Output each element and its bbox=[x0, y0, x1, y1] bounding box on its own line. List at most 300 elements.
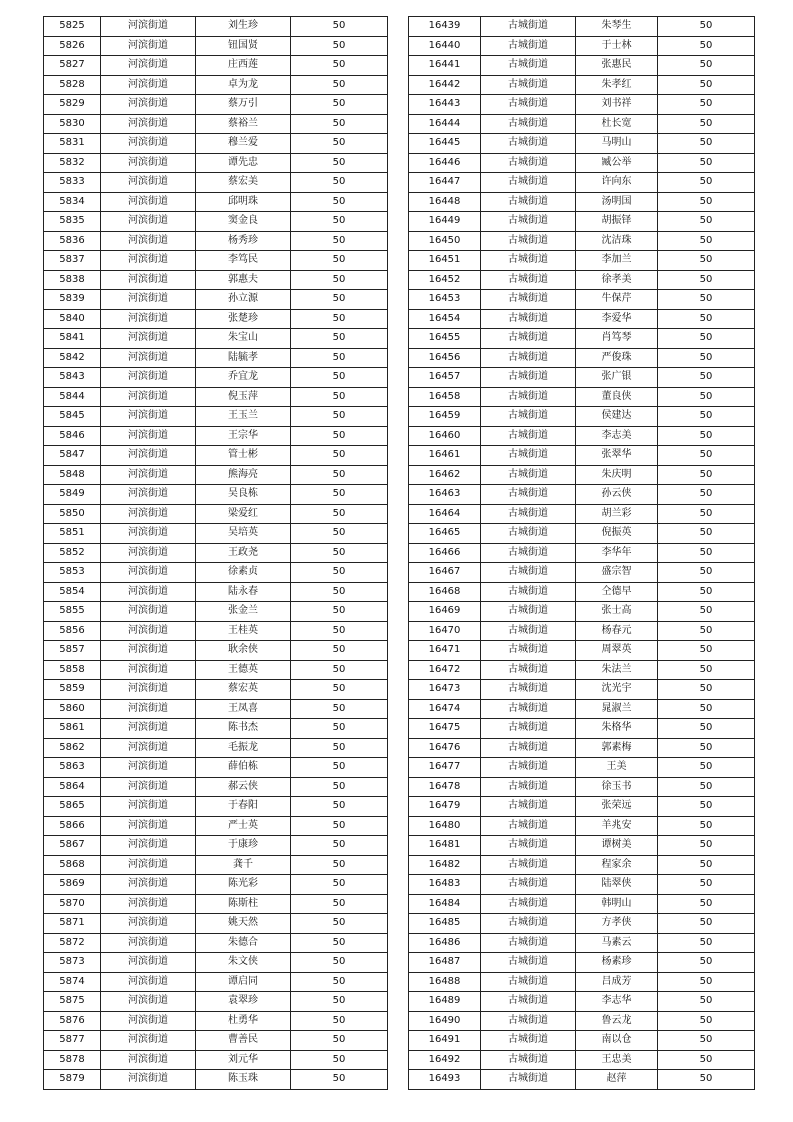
name-cell: 郭素梅 bbox=[576, 738, 658, 758]
amount-cell: 50 bbox=[291, 777, 388, 797]
amount-cell: 50 bbox=[291, 641, 388, 661]
street-cell: 河滨街道 bbox=[101, 504, 196, 524]
street-cell: 古城街道 bbox=[481, 660, 576, 680]
table-row bbox=[409, 1070, 755, 1090]
name-cell: 王宗华 bbox=[196, 426, 291, 446]
name-cell: 陈光彩 bbox=[196, 875, 291, 895]
row-number-cell: 16454 bbox=[409, 309, 481, 329]
name-cell: 仝德早 bbox=[576, 582, 658, 602]
table-row bbox=[409, 56, 755, 76]
table-row bbox=[409, 485, 755, 505]
table-row bbox=[409, 114, 755, 134]
name-cell: 朱宝山 bbox=[196, 329, 291, 349]
name-cell: 郝云侠 bbox=[196, 777, 291, 797]
amount-cell: 50 bbox=[658, 387, 755, 407]
name-cell: 毛振龙 bbox=[196, 738, 291, 758]
row-number-cell: 16461 bbox=[409, 446, 481, 466]
name-cell: 庄西莲 bbox=[196, 56, 291, 76]
row-number-cell: 5879 bbox=[44, 1070, 101, 1090]
name-cell: 许向东 bbox=[576, 173, 658, 193]
street-cell: 河滨街道 bbox=[101, 797, 196, 817]
street-cell: 河滨街道 bbox=[101, 446, 196, 466]
street-cell: 古城街道 bbox=[481, 36, 576, 56]
amount-cell: 50 bbox=[658, 290, 755, 310]
street-cell: 河滨街道 bbox=[101, 1070, 196, 1090]
row-number-cell: 5875 bbox=[44, 992, 101, 1012]
street-cell: 河滨街道 bbox=[101, 816, 196, 836]
amount-cell: 50 bbox=[658, 173, 755, 193]
amount-cell: 50 bbox=[291, 1070, 388, 1090]
table-row bbox=[44, 719, 388, 739]
name-cell: 张惠民 bbox=[576, 56, 658, 76]
row-number-cell: 16464 bbox=[409, 504, 481, 524]
street-cell: 河滨街道 bbox=[101, 1050, 196, 1070]
row-number-cell: 16452 bbox=[409, 270, 481, 290]
name-cell: 钮国贤 bbox=[196, 36, 291, 56]
row-number-cell: 16467 bbox=[409, 563, 481, 583]
amount-cell: 50 bbox=[658, 153, 755, 173]
table-row bbox=[44, 251, 388, 271]
name-cell: 张广银 bbox=[576, 368, 658, 388]
table-row bbox=[409, 719, 755, 739]
amount-cell: 50 bbox=[658, 192, 755, 212]
amount-cell: 50 bbox=[658, 933, 755, 953]
street-cell: 河滨街道 bbox=[101, 465, 196, 485]
table-row bbox=[409, 894, 755, 914]
row-number-cell: 5836 bbox=[44, 231, 101, 251]
name-cell: 龚千 bbox=[196, 855, 291, 875]
street-cell: 河滨街道 bbox=[101, 1031, 196, 1051]
street-cell: 河滨街道 bbox=[101, 894, 196, 914]
street-cell: 河滨街道 bbox=[101, 114, 196, 134]
left-roster-body bbox=[44, 17, 388, 1090]
table-row bbox=[409, 816, 755, 836]
amount-cell: 50 bbox=[658, 1011, 755, 1031]
name-cell: 陆毓孝 bbox=[196, 348, 291, 368]
name-cell: 刘生珍 bbox=[196, 17, 291, 37]
amount-cell: 50 bbox=[291, 680, 388, 700]
name-cell: 张楚珍 bbox=[196, 309, 291, 329]
table-row bbox=[44, 641, 388, 661]
table-row bbox=[409, 680, 755, 700]
name-cell: 陆翠侠 bbox=[576, 875, 658, 895]
name-cell: 徐玉书 bbox=[576, 777, 658, 797]
amount-cell: 50 bbox=[291, 309, 388, 329]
street-cell: 古城街道 bbox=[481, 758, 576, 778]
street-cell: 古城街道 bbox=[481, 1031, 576, 1051]
street-cell: 河滨街道 bbox=[101, 738, 196, 758]
name-cell: 王美 bbox=[576, 758, 658, 778]
name-cell: 李华年 bbox=[576, 543, 658, 563]
row-number-cell: 16457 bbox=[409, 368, 481, 388]
amount-cell: 50 bbox=[658, 426, 755, 446]
table-row bbox=[409, 914, 755, 934]
table-row bbox=[44, 485, 388, 505]
amount-cell: 50 bbox=[291, 95, 388, 115]
street-cell: 古城街道 bbox=[481, 1011, 576, 1031]
row-number-cell: 16448 bbox=[409, 192, 481, 212]
table-row bbox=[44, 446, 388, 466]
street-cell: 河滨街道 bbox=[101, 368, 196, 388]
table-row bbox=[409, 855, 755, 875]
street-cell: 河滨街道 bbox=[101, 758, 196, 778]
street-cell: 河滨街道 bbox=[101, 270, 196, 290]
name-cell: 王德英 bbox=[196, 660, 291, 680]
row-number-cell: 16456 bbox=[409, 348, 481, 368]
row-number-cell: 16483 bbox=[409, 875, 481, 895]
street-cell: 河滨街道 bbox=[101, 914, 196, 934]
name-cell: 郭惠夫 bbox=[196, 270, 291, 290]
table-row bbox=[409, 36, 755, 56]
amount-cell: 50 bbox=[658, 309, 755, 329]
row-number-cell: 5833 bbox=[44, 173, 101, 193]
row-number-cell: 16487 bbox=[409, 953, 481, 973]
table-row bbox=[44, 348, 388, 368]
amount-cell: 50 bbox=[291, 621, 388, 641]
street-cell: 古城街道 bbox=[481, 992, 576, 1012]
name-cell: 于士林 bbox=[576, 36, 658, 56]
table-row bbox=[44, 543, 388, 563]
row-number-cell: 5835 bbox=[44, 212, 101, 232]
table-row bbox=[44, 524, 388, 544]
table-row bbox=[409, 777, 755, 797]
street-cell: 古城街道 bbox=[481, 855, 576, 875]
row-number-cell: 16492 bbox=[409, 1050, 481, 1070]
row-number-cell: 5845 bbox=[44, 407, 101, 427]
name-cell: 程家余 bbox=[576, 855, 658, 875]
table-row bbox=[409, 426, 755, 446]
name-cell: 王忠美 bbox=[576, 1050, 658, 1070]
amount-cell: 50 bbox=[658, 446, 755, 466]
amount-cell: 50 bbox=[291, 134, 388, 154]
row-number-cell: 5867 bbox=[44, 836, 101, 856]
street-cell: 河滨街道 bbox=[101, 290, 196, 310]
name-cell: 盛宗智 bbox=[576, 563, 658, 583]
name-cell: 王凤喜 bbox=[196, 699, 291, 719]
table-row bbox=[409, 387, 755, 407]
name-cell: 王玉兰 bbox=[196, 407, 291, 427]
table-row bbox=[44, 816, 388, 836]
name-cell: 汤明国 bbox=[576, 192, 658, 212]
amount-cell: 50 bbox=[291, 329, 388, 349]
row-number-cell: 5868 bbox=[44, 855, 101, 875]
table-row bbox=[44, 660, 388, 680]
table-row bbox=[409, 368, 755, 388]
street-cell: 古城街道 bbox=[481, 407, 576, 427]
amount-cell: 50 bbox=[291, 894, 388, 914]
street-cell: 河滨街道 bbox=[101, 348, 196, 368]
amount-cell: 50 bbox=[658, 563, 755, 583]
street-cell: 河滨街道 bbox=[101, 36, 196, 56]
row-number-cell: 16485 bbox=[409, 914, 481, 934]
row-number-cell: 5856 bbox=[44, 621, 101, 641]
row-number-cell: 5863 bbox=[44, 758, 101, 778]
street-cell: 古城街道 bbox=[481, 524, 576, 544]
row-number-cell: 16484 bbox=[409, 894, 481, 914]
street-cell: 古城街道 bbox=[481, 114, 576, 134]
table-row bbox=[409, 699, 755, 719]
table-row bbox=[409, 524, 755, 544]
row-number-cell: 16466 bbox=[409, 543, 481, 563]
name-cell: 谭启同 bbox=[196, 972, 291, 992]
table-row bbox=[44, 602, 388, 622]
amount-cell: 50 bbox=[658, 407, 755, 427]
row-number-cell: 5862 bbox=[44, 738, 101, 758]
amount-cell: 50 bbox=[291, 933, 388, 953]
name-cell: 朱法兰 bbox=[576, 660, 658, 680]
street-cell: 古城街道 bbox=[481, 699, 576, 719]
street-cell: 河滨街道 bbox=[101, 192, 196, 212]
name-cell: 薛伯栋 bbox=[196, 758, 291, 778]
amount-cell: 50 bbox=[291, 914, 388, 934]
name-cell: 杜勇华 bbox=[196, 1011, 291, 1031]
name-cell: 张金兰 bbox=[196, 602, 291, 622]
table-row bbox=[409, 797, 755, 817]
name-cell: 张翠华 bbox=[576, 446, 658, 466]
street-cell: 河滨街道 bbox=[101, 329, 196, 349]
table-row bbox=[44, 56, 388, 76]
row-number-cell: 16489 bbox=[409, 992, 481, 1012]
name-cell: 谭先忠 bbox=[196, 153, 291, 173]
table-row bbox=[409, 407, 755, 427]
row-number-cell: 5851 bbox=[44, 524, 101, 544]
amount-cell: 50 bbox=[291, 485, 388, 505]
row-number-cell: 5853 bbox=[44, 563, 101, 583]
street-cell: 古城街道 bbox=[481, 153, 576, 173]
row-number-cell: 5840 bbox=[44, 309, 101, 329]
row-number-cell: 16472 bbox=[409, 660, 481, 680]
amount-cell: 50 bbox=[291, 875, 388, 895]
table-row bbox=[44, 36, 388, 56]
row-number-cell: 5847 bbox=[44, 446, 101, 466]
row-number-cell: 5844 bbox=[44, 387, 101, 407]
street-cell: 古城街道 bbox=[481, 231, 576, 251]
row-number-cell: 16490 bbox=[409, 1011, 481, 1031]
row-number-cell: 16473 bbox=[409, 680, 481, 700]
table-row bbox=[44, 894, 388, 914]
row-number-cell: 16443 bbox=[409, 95, 481, 115]
table-row bbox=[44, 290, 388, 310]
table-row bbox=[409, 465, 755, 485]
amount-cell: 50 bbox=[291, 75, 388, 95]
name-cell: 倪玉萍 bbox=[196, 387, 291, 407]
row-number-cell: 5852 bbox=[44, 543, 101, 563]
street-cell: 河滨街道 bbox=[101, 1011, 196, 1031]
name-cell: 杨秀珍 bbox=[196, 231, 291, 251]
street-cell: 古城街道 bbox=[481, 543, 576, 563]
table-row bbox=[409, 543, 755, 563]
name-cell: 肖笃琴 bbox=[576, 329, 658, 349]
table-row bbox=[409, 992, 755, 1012]
amount-cell: 50 bbox=[658, 95, 755, 115]
table-row bbox=[44, 75, 388, 95]
name-cell: 马明山 bbox=[576, 134, 658, 154]
table-row bbox=[44, 407, 388, 427]
amount-cell: 50 bbox=[291, 524, 388, 544]
table-row bbox=[44, 953, 388, 973]
table-row bbox=[409, 95, 755, 115]
table-row bbox=[409, 621, 755, 641]
amount-cell: 50 bbox=[291, 836, 388, 856]
name-cell: 陈斯柱 bbox=[196, 894, 291, 914]
name-cell: 蔡万引 bbox=[196, 95, 291, 115]
amount-cell: 50 bbox=[291, 192, 388, 212]
table-row bbox=[44, 680, 388, 700]
table-row bbox=[44, 504, 388, 524]
row-number-cell: 5843 bbox=[44, 368, 101, 388]
row-number-cell: 16491 bbox=[409, 1031, 481, 1051]
name-cell: 陈书杰 bbox=[196, 719, 291, 739]
street-cell: 河滨街道 bbox=[101, 602, 196, 622]
table-row bbox=[44, 95, 388, 115]
row-number-cell: 5874 bbox=[44, 972, 101, 992]
amount-cell: 50 bbox=[291, 36, 388, 56]
table-row bbox=[409, 173, 755, 193]
amount-cell: 50 bbox=[291, 855, 388, 875]
table-row bbox=[409, 933, 755, 953]
street-cell: 河滨街道 bbox=[101, 75, 196, 95]
street-cell: 古城街道 bbox=[481, 270, 576, 290]
amount-cell: 50 bbox=[291, 1050, 388, 1070]
table-row bbox=[44, 563, 388, 583]
amount-cell: 50 bbox=[291, 114, 388, 134]
street-cell: 古城街道 bbox=[481, 914, 576, 934]
table-row bbox=[44, 173, 388, 193]
table-row bbox=[409, 602, 755, 622]
street-cell: 河滨街道 bbox=[101, 719, 196, 739]
street-cell: 古城街道 bbox=[481, 504, 576, 524]
row-number-cell: 16481 bbox=[409, 836, 481, 856]
street-cell: 河滨街道 bbox=[101, 563, 196, 583]
street-cell: 河滨街道 bbox=[101, 543, 196, 563]
street-cell: 古城街道 bbox=[481, 309, 576, 329]
amount-cell: 50 bbox=[658, 1070, 755, 1090]
row-number-cell: 16463 bbox=[409, 485, 481, 505]
row-number-cell: 5827 bbox=[44, 56, 101, 76]
amount-cell: 50 bbox=[291, 543, 388, 563]
street-cell: 河滨街道 bbox=[101, 56, 196, 76]
amount-cell: 50 bbox=[658, 914, 755, 934]
amount-cell: 50 bbox=[291, 719, 388, 739]
amount-cell: 50 bbox=[658, 36, 755, 56]
name-cell: 李加兰 bbox=[576, 251, 658, 271]
row-number-cell: 5830 bbox=[44, 114, 101, 134]
row-number-cell: 5876 bbox=[44, 1011, 101, 1031]
street-cell: 古城街道 bbox=[481, 290, 576, 310]
table-row bbox=[409, 504, 755, 524]
name-cell: 晁淑兰 bbox=[576, 699, 658, 719]
street-cell: 古城街道 bbox=[481, 894, 576, 914]
name-cell: 羊兆安 bbox=[576, 816, 658, 836]
table-row bbox=[44, 270, 388, 290]
table-row bbox=[409, 758, 755, 778]
table-row bbox=[44, 153, 388, 173]
amount-cell: 50 bbox=[658, 972, 755, 992]
name-cell: 窦金良 bbox=[196, 212, 291, 232]
amount-cell: 50 bbox=[658, 797, 755, 817]
street-cell: 古城街道 bbox=[481, 192, 576, 212]
name-cell: 王政尧 bbox=[196, 543, 291, 563]
street-cell: 河滨街道 bbox=[101, 582, 196, 602]
street-cell: 古城街道 bbox=[481, 738, 576, 758]
name-cell: 蔡宏英 bbox=[196, 680, 291, 700]
street-cell: 古城街道 bbox=[481, 426, 576, 446]
street-cell: 河滨街道 bbox=[101, 153, 196, 173]
table-row bbox=[409, 134, 755, 154]
amount-cell: 50 bbox=[291, 1011, 388, 1031]
name-cell: 朱琴生 bbox=[576, 17, 658, 37]
amount-cell: 50 bbox=[658, 992, 755, 1012]
table-row bbox=[409, 270, 755, 290]
row-number-cell: 16458 bbox=[409, 387, 481, 407]
name-cell: 陈玉珠 bbox=[196, 1070, 291, 1090]
amount-cell: 50 bbox=[291, 56, 388, 76]
row-number-cell: 5825 bbox=[44, 17, 101, 37]
street-cell: 河滨街道 bbox=[101, 953, 196, 973]
amount-cell: 50 bbox=[291, 17, 388, 37]
street-cell: 古城街道 bbox=[481, 875, 576, 895]
row-number-cell: 16442 bbox=[409, 75, 481, 95]
amount-cell: 50 bbox=[658, 329, 755, 349]
row-number-cell: 16479 bbox=[409, 797, 481, 817]
name-cell: 杜长宽 bbox=[576, 114, 658, 134]
name-cell: 刘元华 bbox=[196, 1050, 291, 1070]
name-cell: 孙云侠 bbox=[576, 485, 658, 505]
name-cell: 王桂英 bbox=[196, 621, 291, 641]
amount-cell: 50 bbox=[291, 1031, 388, 1051]
row-number-cell: 16475 bbox=[409, 719, 481, 739]
name-cell: 谭树美 bbox=[576, 836, 658, 856]
amount-cell: 50 bbox=[658, 17, 755, 37]
table-row bbox=[44, 855, 388, 875]
row-number-cell: 5850 bbox=[44, 504, 101, 524]
street-cell: 河滨街道 bbox=[101, 777, 196, 797]
left-roster-table bbox=[43, 16, 388, 1090]
name-cell: 穆兰爱 bbox=[196, 134, 291, 154]
table-row bbox=[44, 212, 388, 232]
name-cell: 熊海亮 bbox=[196, 465, 291, 485]
street-cell: 古城街道 bbox=[481, 387, 576, 407]
table-row bbox=[44, 192, 388, 212]
street-cell: 河滨街道 bbox=[101, 699, 196, 719]
table-row bbox=[44, 309, 388, 329]
row-number-cell: 16469 bbox=[409, 602, 481, 622]
row-number-cell: 16449 bbox=[409, 212, 481, 232]
amount-cell: 50 bbox=[291, 660, 388, 680]
street-cell: 古城街道 bbox=[481, 465, 576, 485]
table-row bbox=[409, 212, 755, 232]
name-cell: 于春阳 bbox=[196, 797, 291, 817]
street-cell: 河滨街道 bbox=[101, 231, 196, 251]
amount-cell: 50 bbox=[658, 368, 755, 388]
row-number-cell: 5855 bbox=[44, 602, 101, 622]
row-number-cell: 5859 bbox=[44, 680, 101, 700]
street-cell: 古城街道 bbox=[481, 368, 576, 388]
name-cell: 韩明山 bbox=[576, 894, 658, 914]
amount-cell: 50 bbox=[291, 348, 388, 368]
amount-cell: 50 bbox=[291, 173, 388, 193]
street-cell: 河滨街道 bbox=[101, 309, 196, 329]
table-row bbox=[409, 153, 755, 173]
row-number-cell: 5861 bbox=[44, 719, 101, 739]
amount-cell: 50 bbox=[291, 446, 388, 466]
name-cell: 朱格华 bbox=[576, 719, 658, 739]
row-number-cell: 16493 bbox=[409, 1070, 481, 1090]
street-cell: 河滨街道 bbox=[101, 660, 196, 680]
table-row bbox=[44, 1050, 388, 1070]
table-row bbox=[44, 1070, 388, 1090]
row-number-cell: 16445 bbox=[409, 134, 481, 154]
